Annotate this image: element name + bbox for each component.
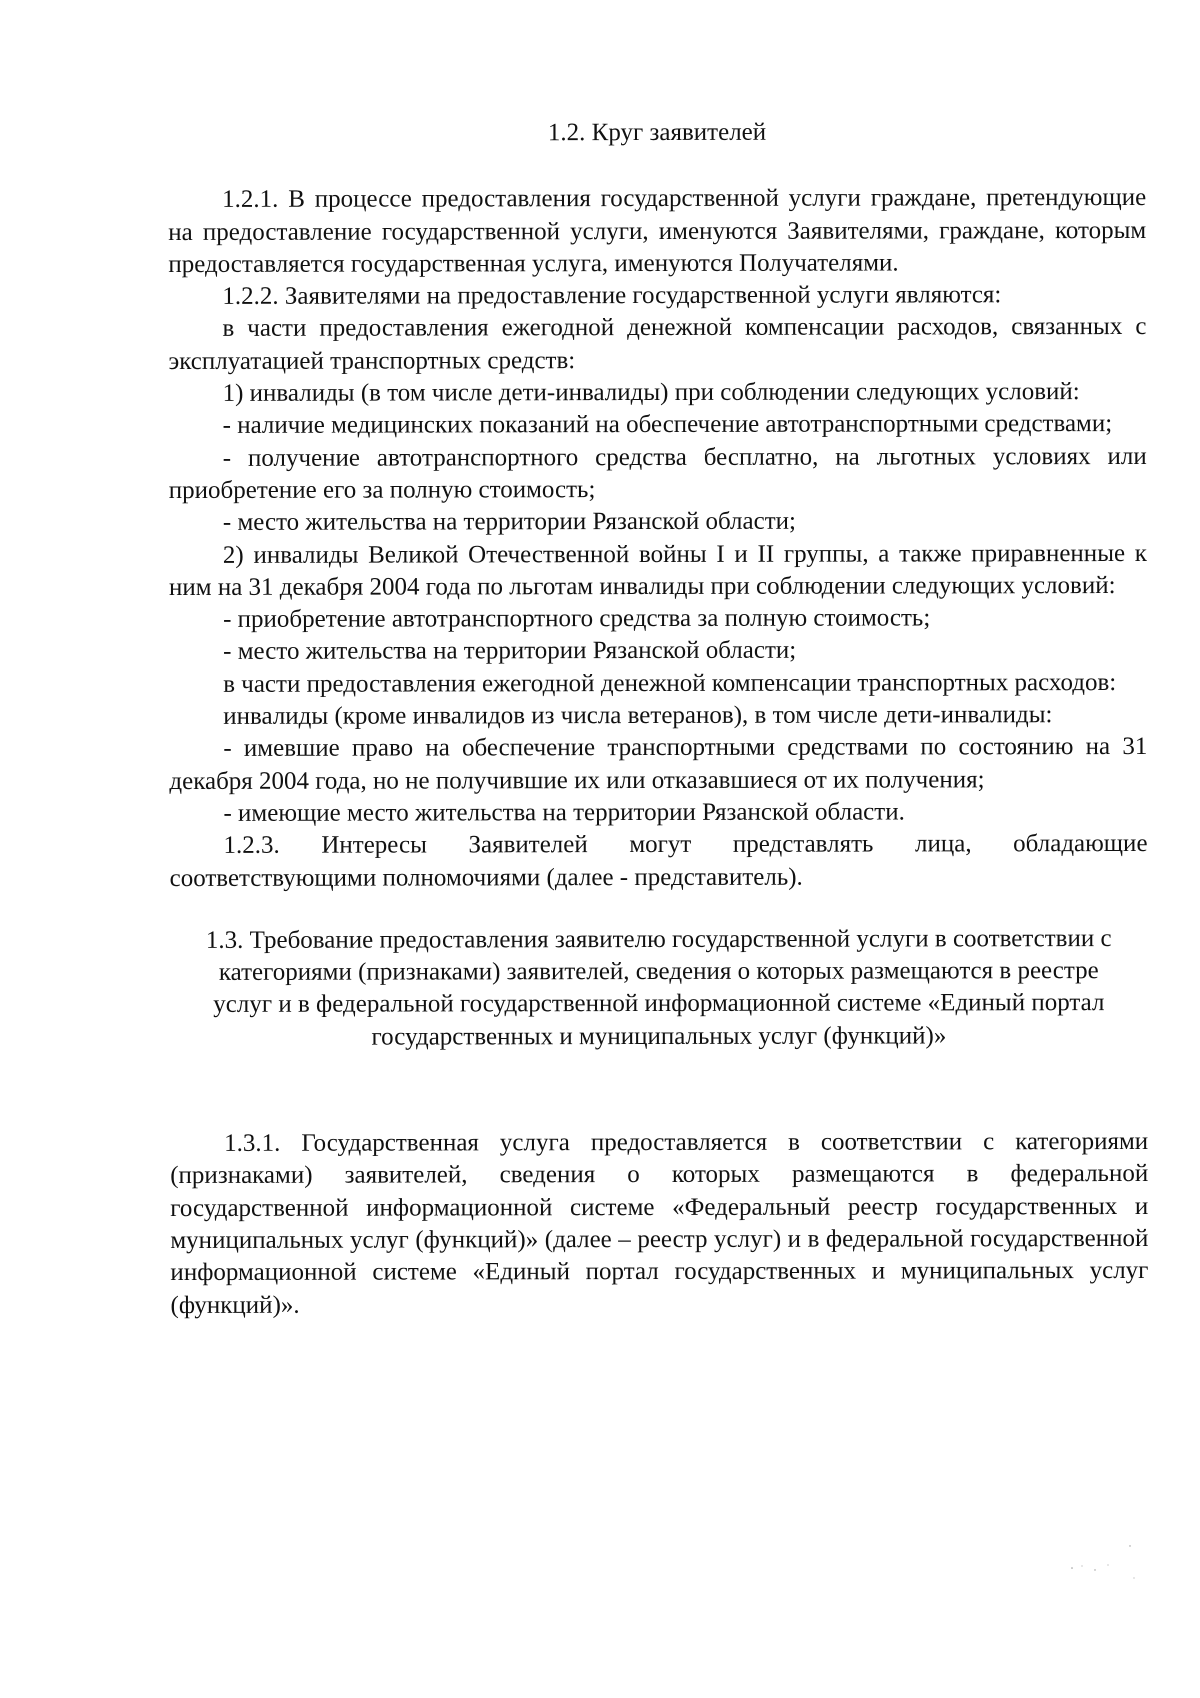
paragraph-1-3-1: 1.3.1. Государственная услуга предоставляется в соответствии с категориями (признаками) заявителей, сведения о которых размещаются в федеральной государственной информационной системе «Федеральный реестр государственных и муниципальных услуг (функций)» (далее – реестр услуг) и в федеральной государственной информационной системе «Единый портал государственных и муниципальных услуг (функций)». — [170, 1127, 1149, 1319]
paragraph-condition-right: - имевшие право на обеспечение транспортными средствами по состоянию на 31 декабря 2004 года, но не получившие их или отказавшиеся от их получения; — [169, 733, 1148, 795]
section-1-2-title: 1.2. Круг заявителей — [547, 118, 767, 147]
paragraph-1-2-2: 1.2.2. Заявителями на предоставление государственной услуги являются: — [222, 281, 1002, 311]
paragraph-condition-vehicle: - получение автотранспортного средства бесплатно, на льготных условиях или приобретение его за полную стоимость; — [168, 442, 1147, 504]
paragraph-condition-residence-2: - место жительства на территории Рязанской области; — [223, 637, 797, 666]
paragraph-item-2: 2) инвалиды Великой Отечественной войны I и II группы, а также приравненные к ним на 31 декабря 2004 года по льготам инвалиды при соблюдении следующих условий: — [168, 539, 1147, 601]
scan-specks — [1060, 1538, 1140, 1598]
paragraph-compensation-transport: в части предоставления ежегодной денежной компенсации транспортных расходов: — [223, 668, 1117, 698]
paragraph-condition-residence: - место жительства на территории Рязанской области; — [222, 507, 796, 537]
paragraph-disabled-non-veterans: инвалиды (кроме инвалидов из числа ветеранов), в том числе дети-инвалиды: — [223, 701, 1053, 730]
paragraph-item-1: 1) инвалиды (в том числе дети-инвалиды) при соблюдении следующих условий: — [222, 378, 1080, 407]
document-body — [168, 116, 1149, 1322]
section-1-3-title: 1.3. Требование предоставления заявителю государственной услуги в соответствии с категориями (признаками) заявителей, сведения о которых размещаются в реестре услуг и в федеральной государственной информационной системе «Единый портал государственных и муниципальных услуг (функций)» — [205, 924, 1112, 1051]
paragraph-1-2-1: 1.2.1. В процессе предоставления государственной услуги граждане, претендующие на предоставление государственной услуги, именуются Заявителями, граждане, которым предоставляется государственная услуга, именуются Получателями. — [168, 184, 1147, 278]
paragraph-condition-medical: - наличие медицинских показаний на обеспечение автотранспортными средствами; — [222, 410, 1113, 440]
paragraph-condition-residence-3: - имеющие место жительства на территории Рязанской области. — [223, 798, 905, 827]
paragraph-1-2-3: 1.2.3. Интересы Заявителей могут представлять лица, обладающие соответствующими полномочиями (далее - представитель). — [169, 830, 1148, 892]
paragraph-compensation-operation: в части предоставления ежегодной денежной компенсации расходов, связанных с эксплуатацией транспортных средств: — [168, 313, 1147, 375]
paragraph-condition-purchase: - приобретение автотранспортного средства за полную стоимость; — [223, 604, 931, 634]
